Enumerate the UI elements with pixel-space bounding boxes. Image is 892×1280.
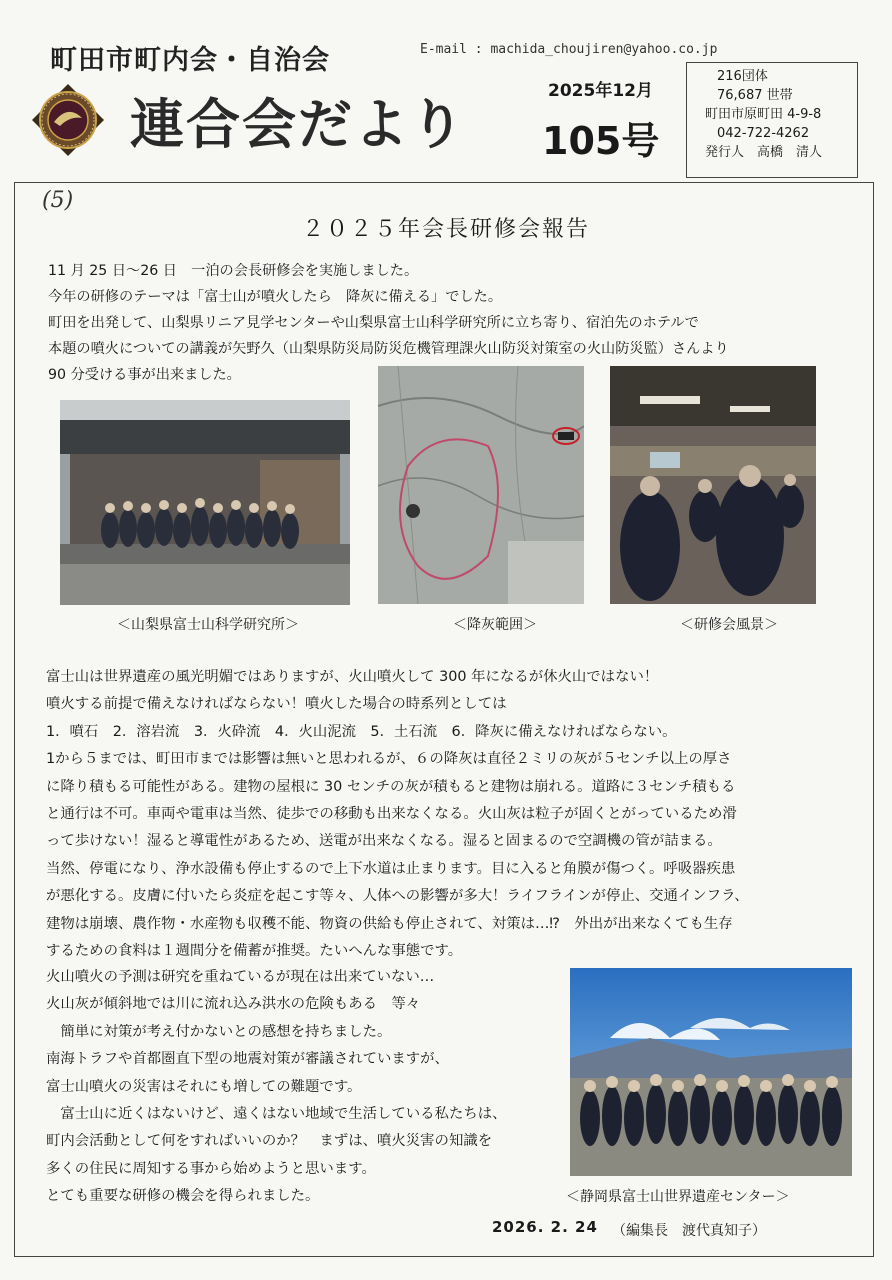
- closing-line: 多くの住民に周知する事から始めようと思います。: [46, 1160, 376, 1177]
- issue-date: 2025年12月: [548, 81, 653, 101]
- article-closing: [46, 964, 507, 1211]
- email-address: E-mail : machida_choujiren@yahoo.co.jp: [420, 42, 718, 57]
- organization-name: 町田市町内会・自治会: [50, 45, 330, 76]
- body-line: 1から５までは、町田市までは影響は無いと思われるが、６の降灰は直径２ミリの灰が５センチ以上の厚さ: [46, 751, 732, 768]
- photo-ashfall-map: [378, 366, 584, 604]
- association-emblem-icon: [30, 82, 106, 158]
- closing-line: 火山灰が傾斜地では川に流れ込み洪水の危険もある 等々: [46, 996, 421, 1013]
- issue-number: 105号: [542, 119, 660, 163]
- info-line: 216団体: [717, 69, 768, 84]
- intro-line: 11 月 25 日～26 日 一泊の会長研修会を実施しました。: [48, 263, 419, 279]
- ashfall-map-icon: [378, 366, 584, 604]
- info-line: 76,687 世帯: [717, 88, 793, 103]
- body-line: が悪化する。皮膚に付いたら炎症を起こす等々、人体への影響が多大！ライフラインが停止、交通インフラ、: [46, 888, 749, 905]
- article-heading: ２０２５年会長研修会報告: [301, 217, 590, 242]
- photo-heritage-center: [570, 968, 852, 1176]
- body-line: 噴火する前提で備えなければならない！噴火した場合の時系列としては: [46, 696, 507, 713]
- newsletter-title: 連合会だより: [130, 93, 466, 156]
- closing-line: 簡単に対策が考え付かないとの感想を持ちました。: [46, 1023, 392, 1040]
- editor-credit: （編集長 渡代真知子）: [612, 1223, 766, 1239]
- body-line: 1．噴石 2．溶岩流 3．火砕流 4．火山泥流 5．土石流 6．降灰に備えなければならない。: [46, 723, 677, 740]
- body-line: 建物は崩壊、農作物・水産物も収穫不能、物資の供給も停止されて、対策は…⁉ 外出が出来なくても生存: [46, 915, 733, 932]
- mount-fuji-group-photo-icon: [570, 968, 852, 1176]
- closing-line: とても重要な研修の機会を得られました。: [46, 1188, 320, 1205]
- body-line: するための食料は１週間分を備蓄が推奨。たいへんな事態です。: [46, 943, 463, 960]
- caption-ashfall-range: ＜降灰範囲＞: [453, 617, 537, 633]
- intro-line: 今年の研修のテーマは「富士山が噴火したら 降灰に備える」でした。: [48, 289, 503, 305]
- body-line: 富士山は世界遺産の風光明媚ではありますが、火山噴火して 300 年になるが休火山ではない！: [46, 669, 659, 685]
- intro-line: 90 分受ける事が出来ました。: [48, 367, 241, 383]
- article-body: [46, 664, 749, 965]
- caption-heritage-center: ＜静岡県富士山世界遺産センター＞: [566, 1189, 790, 1205]
- info-line: 町田市原町田 4-9-8: [705, 107, 822, 122]
- info-line: 発行人 高橋 清人: [705, 145, 823, 160]
- body-line: 当然、停電になり、浄水設備も停止するので上下水道は止まります。目に入ると角膜が傷つく。呼吸器疾患: [46, 860, 736, 877]
- body-line: と通行は不可。車両や電車は当然、徒歩での移動も出来なくなる。火山灰は粒子が固くとがっているため滑: [46, 806, 737, 823]
- closing-line: 富士山噴火の災害はそれにも増しての難題です。: [46, 1078, 362, 1095]
- publisher-info-box: [686, 62, 858, 178]
- handwritten-note: (5): [42, 188, 74, 213]
- intro-line: 町田を出発して、山梨県リニア見学センターや山梨県富士山科学研究所に立ち寄り、宿泊先のホテルで: [48, 315, 699, 331]
- intro-line: 本題の噴火についての講義が矢野久（山梨県防災局防災危機管理課火山防災対策室の火山防災監）さんより: [48, 341, 729, 357]
- closing-line: 富士山に近くはないけど、遠くはない地域で生活している私たちは、: [46, 1106, 507, 1123]
- body-line: って歩けない！湿ると導電性があるため、送電が出来なくなる。湿ると固まるので空調機の管が詰まる。: [46, 833, 722, 850]
- footer-date: 2026. 2. 24: [492, 1218, 598, 1236]
- closing-line: 南海トラフや首都圏直下型の地震対策が審議されていますが、: [46, 1051, 449, 1068]
- closing-line: 町内会活動として何をすればいいのか？ まずは、噴火災害の知識を: [46, 1133, 493, 1150]
- body-line: に降り積もる可能性がある。建物の屋根に 30 センチの灰が積もると建物は崩れる。道路に３センチ積もる: [46, 778, 736, 795]
- closing-line: 火山噴火の予測は研究を重ねているが現在は出来ていない…: [46, 969, 435, 985]
- info-line: 042-722-4262: [717, 126, 810, 141]
- caption-lecture-scene: ＜研修会風景＞: [680, 617, 778, 633]
- caption-research-institute: ＜山梨県富士山科学研究所＞: [117, 617, 299, 633]
- photo-research-institute: [60, 400, 350, 605]
- lecture-hall-icon: [610, 366, 816, 604]
- photo-lecture: [610, 366, 816, 604]
- group-photo-icon: [60, 400, 350, 605]
